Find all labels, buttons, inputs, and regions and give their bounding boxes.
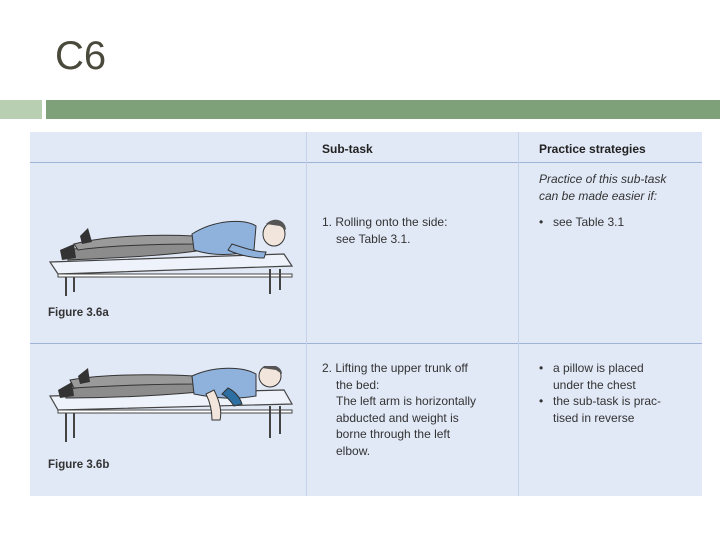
header-divider — [30, 162, 702, 163]
row1-strategy-intro-1: Practice of this sub-task — [539, 172, 667, 186]
row2-subtask-text — [322, 360, 476, 459]
row2-subtask-line-4: abducted and weight is — [336, 410, 459, 425]
row2-strategy-bullet-1: • a pillow is placed under the chest — [539, 361, 644, 392]
column-divider-2 — [518, 132, 519, 496]
row-divider — [30, 343, 702, 344]
row2-strategy-text — [539, 360, 661, 426]
row2-subtask-line-1: 2. Lifting the upper trunk off — [322, 361, 468, 375]
figure-3-6a-label: Figure 3.6a — [48, 307, 109, 319]
row1-strategy-bullet-1: • see Table 3.1 — [539, 215, 625, 229]
header-practice-strategies: Practice strategies — [539, 142, 646, 156]
figure-3-6b-illustration — [44, 366, 296, 450]
row2-subtask-line-5: borne through the left — [336, 427, 451, 441]
row2-subtask-line-6: elbow. — [336, 443, 371, 458]
title-accent-bar-left — [0, 100, 42, 119]
slide-title: C6 — [55, 34, 107, 78]
row2-subtask-line-3: The left arm is horizontally — [336, 394, 477, 408]
row2-subtask-line-2: the bed: — [336, 377, 380, 392]
row1-strategy-intro-2: can be made easier if: — [539, 188, 658, 203]
title-accent-bar-right — [46, 100, 720, 119]
column-divider-1 — [306, 132, 307, 496]
row1-subtask-line-1: 1. Rolling onto the side: — [322, 215, 448, 229]
header-subtask: Sub-task — [322, 142, 373, 156]
figure-3-6b-label: Figure 3.6b — [48, 459, 110, 471]
row1-subtask-text — [322, 214, 447, 247]
figure-3-6a-illustration — [44, 214, 296, 298]
row2-strategy-bullet-2: • the sub-task is prac- tised in reverse — [539, 394, 662, 425]
row1-subtask-line-2: see Table 3.1. — [336, 231, 411, 246]
practice-table — [30, 132, 702, 496]
row1-strategy-text — [539, 171, 666, 231]
